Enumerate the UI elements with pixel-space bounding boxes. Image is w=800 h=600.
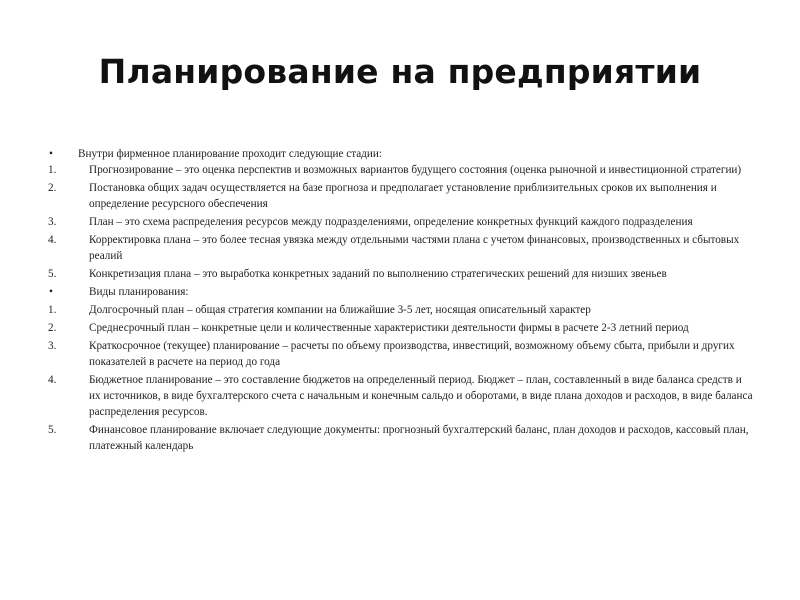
list-item xyxy=(0,320,800,336)
list-item xyxy=(0,266,800,282)
list-item xyxy=(0,372,800,421)
list-number: 2. xyxy=(48,182,57,195)
list-number: 5. xyxy=(48,268,57,281)
list-item-text: План – это схема распределения ресурсов между подразделениями, определение конкретных функций каждого подразделения xyxy=(89,216,693,229)
list-item-text: Долгосрочный план – общая стратегия компании на ближайшие 3-5 лет, носящая описательный характер xyxy=(89,303,591,316)
list-number: 5. xyxy=(48,424,57,437)
slide-title: Планирование на предприятии xyxy=(98,52,702,91)
list-number: 3. xyxy=(48,216,57,229)
list-item xyxy=(0,232,800,264)
list-item-text: Краткосрочное (текущее) планирование – расчеты по объему производства, инвестиций, возможному объему сбыта, прибыли и других показателей в расчете на период до года xyxy=(89,339,735,368)
list-item-text: Постановка общих задач осуществляется на базе прогноза и предполагает установление приблизительных сроков их выполнения и определение ресурсного обеспечения xyxy=(89,182,717,211)
list-number: 3. xyxy=(48,339,57,352)
list-item-text: Прогнозирование – это оценка перспектив и возможных вариантов будущего состояния (оценка рыночной и инвестиционной стратегии) xyxy=(89,164,742,177)
list-item xyxy=(0,284,800,300)
list-item-text: Внутри фирменное планирование проходит следующие стадии: xyxy=(78,148,382,160)
bullet-marker: • xyxy=(49,148,53,160)
list-number: 2. xyxy=(48,321,57,334)
list-item-text: Конкретизация плана – это выработка конкретных заданий по выполнению стратегических решений для низших звеньев xyxy=(89,268,667,281)
list-item-text: Виды планирования: xyxy=(89,286,189,299)
list-item-text: Среднесрочный план – конкретные цели и количественные характеристики деятельности фирмы в расчете 2-3 летний период xyxy=(89,321,689,334)
list-item xyxy=(0,214,800,230)
list-item-text: Бюджетное планирование – это составление бюджетов на определенный период. Бюджет – план, составленный в виде баланса средств и их источников, в виде бухгалтерского счета с начальным и конечным сальдо и оборотами, в виде плана доходов и расходов, в виде баланса распределения ресурсов. xyxy=(89,373,753,419)
content-list xyxy=(0,146,800,456)
list-number: 1. xyxy=(48,303,57,316)
list-item-text: Корректировка плана – это более тесная увязка между отдельными частями плана с учетом финансовых, производственных и сбытовых реалий xyxy=(89,234,740,263)
list-number: 1. xyxy=(48,164,57,177)
bullet-marker: • xyxy=(49,286,53,299)
list-item xyxy=(0,422,800,454)
list-number: 4. xyxy=(48,373,57,386)
list-item-text: Финансовое планирование включает следующие документы: прогнозный бухгалтерский баланс, план доходов и расходов, кассовый план, платежный календарь xyxy=(89,424,749,453)
list-number: 4. xyxy=(48,234,57,247)
list-item xyxy=(0,302,800,318)
list-item xyxy=(0,338,800,370)
list-item xyxy=(0,180,800,212)
list-item xyxy=(0,146,800,162)
list-item xyxy=(0,162,800,178)
